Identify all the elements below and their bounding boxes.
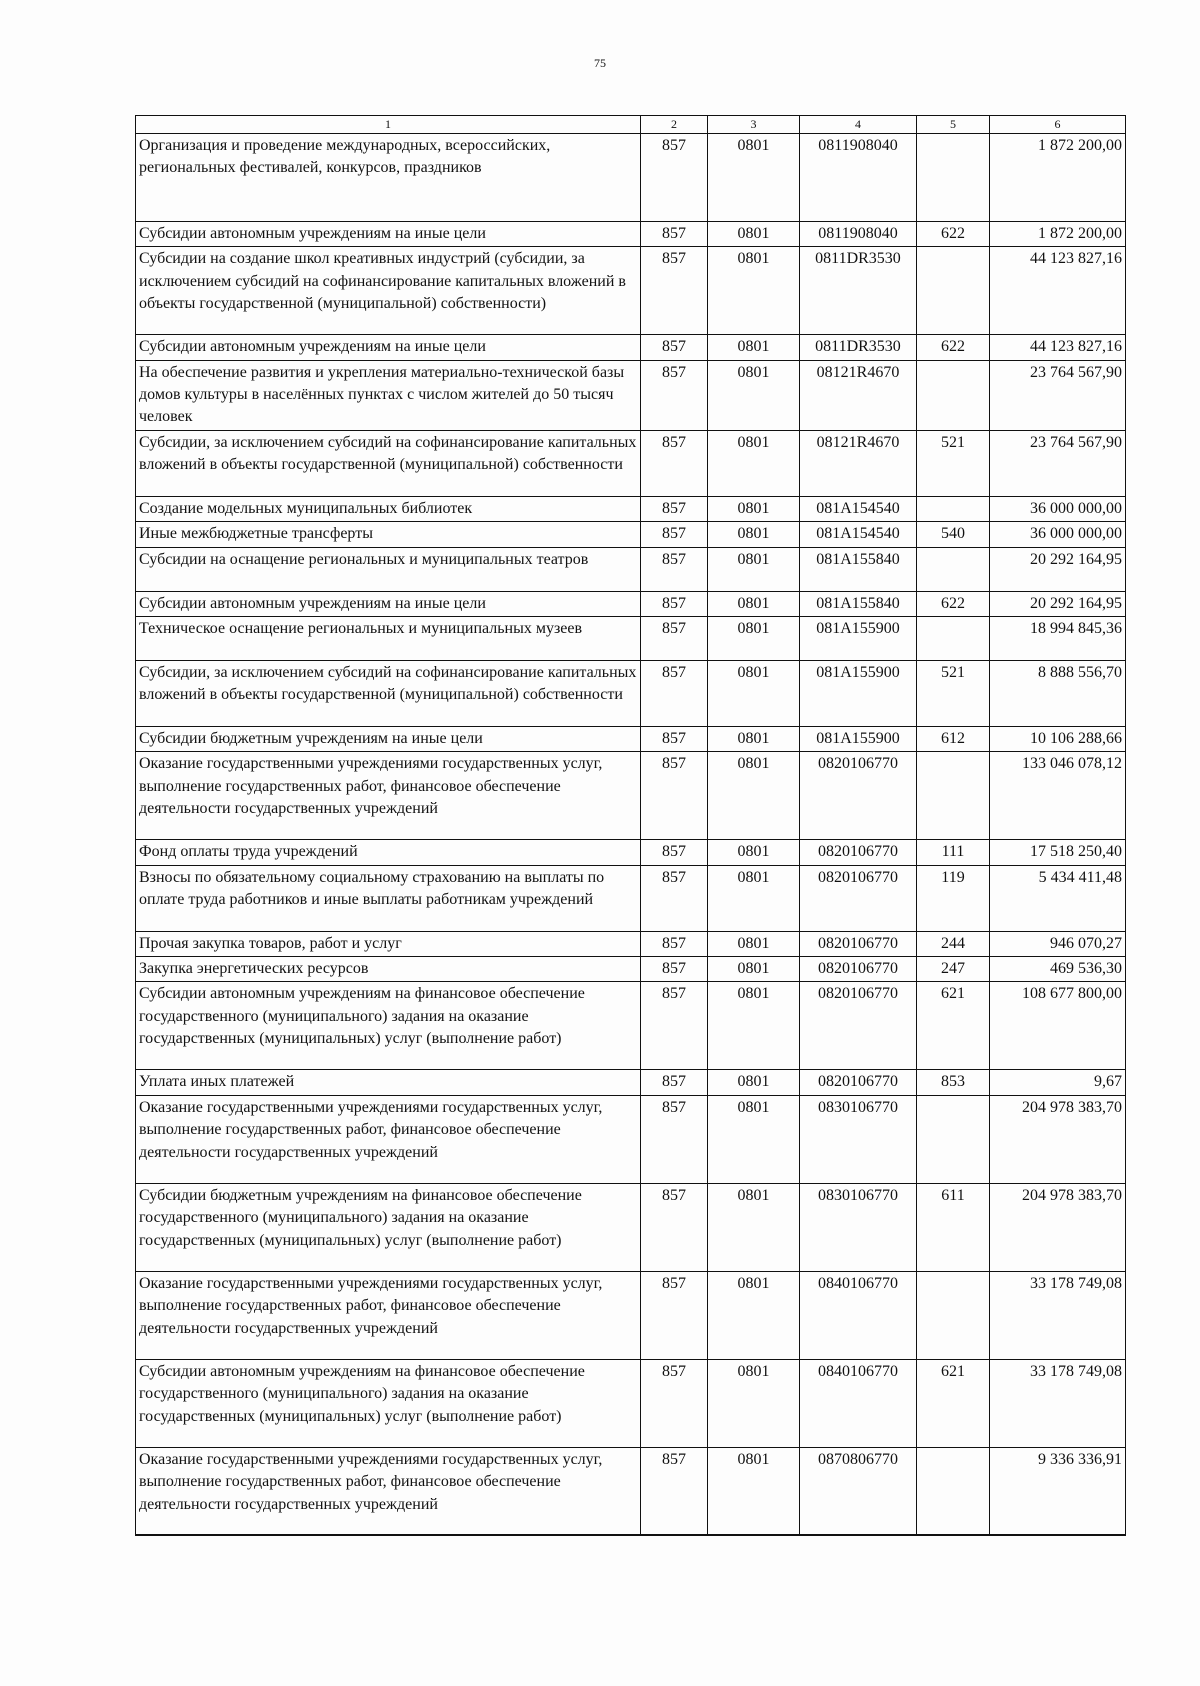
target-article-cell: 0820106770 <box>800 931 917 956</box>
expense-type-cell: 540 <box>917 522 990 547</box>
row-name-cell: Субсидии автономным учреждениям на иные цели <box>136 335 641 360</box>
target-article-cell: 081A154540 <box>800 522 917 547</box>
amount-cell: 44 123 827,16 <box>990 335 1126 360</box>
grbs-code-cell: 857 <box>641 1271 708 1359</box>
grbs-code-cell: 857 <box>641 522 708 547</box>
row-name-cell: Субсидии бюджетным учреждениям на финансовое обеспечение государственного (муниципального) задания на оказание государственных (муниципальных) услуг (выполнение работ) <box>136 1183 641 1271</box>
section-code-cell: 0801 <box>708 133 800 221</box>
target-article-cell: 081A155840 <box>800 547 917 591</box>
table-row <box>136 660 1126 726</box>
expense-type-cell <box>917 360 990 430</box>
expense-type-cell: 247 <box>917 957 990 982</box>
amount-cell: 44 123 827,16 <box>990 247 1126 335</box>
target-article-cell: 081A154540 <box>800 496 917 521</box>
row-name-cell: Субсидии автономным учреждениям на иные цели <box>136 591 641 616</box>
grbs-code-cell: 857 <box>641 221 708 246</box>
table-row <box>136 133 1126 221</box>
table-row <box>136 1359 1126 1447</box>
amount-cell: 1 872 200,00 <box>990 133 1126 221</box>
table-row <box>136 547 1126 591</box>
grbs-code-cell: 857 <box>641 752 708 840</box>
expense-type-cell: 119 <box>917 865 990 931</box>
table-row <box>136 1070 1126 1095</box>
grbs-code-cell: 857 <box>641 1447 708 1535</box>
target-article-cell: 0820106770 <box>800 752 917 840</box>
table-row <box>136 522 1126 547</box>
target-article-cell: 081A155900 <box>800 616 917 660</box>
column-number-header: 3 <box>708 116 800 134</box>
grbs-code-cell: 857 <box>641 496 708 521</box>
amount-cell: 17 518 250,40 <box>990 840 1126 865</box>
section-code-cell: 0801 <box>708 1447 800 1535</box>
target-article-cell: 0830106770 <box>800 1095 917 1183</box>
expense-type-cell: 611 <box>917 1183 990 1271</box>
section-code-cell: 0801 <box>708 660 800 726</box>
target-article-cell: 0811DR3530 <box>800 247 917 335</box>
target-article-cell: 0820106770 <box>800 1070 917 1095</box>
grbs-code-cell: 857 <box>641 1183 708 1271</box>
target-article-cell: 08121R4670 <box>800 360 917 430</box>
amount-cell: 5 434 411,48 <box>990 865 1126 931</box>
amount-cell: 9 336 336,91 <box>990 1447 1126 1535</box>
amount-cell: 469 536,30 <box>990 957 1126 982</box>
section-code-cell: 0801 <box>708 726 800 751</box>
expense-type-cell: 622 <box>917 335 990 360</box>
expense-type-cell: 621 <box>917 982 990 1070</box>
amount-cell: 9,67 <box>990 1070 1126 1095</box>
section-code-cell: 0801 <box>708 1095 800 1183</box>
column-number-header: 4 <box>800 116 917 134</box>
table-row <box>136 496 1126 521</box>
target-article-cell: 08121R4670 <box>800 430 917 496</box>
section-code-cell: 0801 <box>708 840 800 865</box>
target-article-cell: 0811908040 <box>800 133 917 221</box>
target-article-cell: 0811908040 <box>800 221 917 246</box>
row-name-cell: Техническое оснащение региональных и муниципальных музеев <box>136 616 641 660</box>
section-code-cell: 0801 <box>708 247 800 335</box>
section-code-cell: 0801 <box>708 1359 800 1447</box>
amount-cell: 36 000 000,00 <box>990 522 1126 547</box>
grbs-code-cell: 857 <box>641 1359 708 1447</box>
table-row <box>136 752 1126 840</box>
expense-type-cell <box>917 752 990 840</box>
table-row <box>136 221 1126 246</box>
target-article-cell: 0840106770 <box>800 1359 917 1447</box>
grbs-code-cell: 857 <box>641 957 708 982</box>
grbs-code-cell: 857 <box>641 430 708 496</box>
amount-cell: 8 888 556,70 <box>990 660 1126 726</box>
grbs-code-cell: 857 <box>641 133 708 221</box>
target-article-cell: 0811DR3530 <box>800 335 917 360</box>
column-number-header: 2 <box>641 116 708 134</box>
target-article-cell: 081A155840 <box>800 591 917 616</box>
expense-type-cell: 621 <box>917 1359 990 1447</box>
grbs-code-cell: 857 <box>641 840 708 865</box>
amount-cell: 946 070,27 <box>990 931 1126 956</box>
table-row <box>136 865 1126 931</box>
amount-cell: 33 178 749,08 <box>990 1359 1126 1447</box>
amount-cell: 204 978 383,70 <box>990 1183 1126 1271</box>
amount-cell: 133 046 078,12 <box>990 752 1126 840</box>
amount-cell: 204 978 383,70 <box>990 1095 1126 1183</box>
column-number-header: 6 <box>990 116 1126 134</box>
target-article-cell: 0820106770 <box>800 982 917 1070</box>
section-code-cell: 0801 <box>708 616 800 660</box>
row-name-cell: Оказание государственными учреждениями государственных услуг, выполнение государственных работ, финансовое обеспечение деятельности государственных учреждений <box>136 1447 641 1535</box>
table-row <box>136 1447 1126 1535</box>
table-row <box>136 840 1126 865</box>
table-row <box>136 616 1126 660</box>
expense-type-cell: 521 <box>917 430 990 496</box>
section-code-cell: 0801 <box>708 752 800 840</box>
grbs-code-cell: 857 <box>641 360 708 430</box>
table-row <box>136 430 1126 496</box>
amount-cell: 23 764 567,90 <box>990 360 1126 430</box>
table-row <box>136 591 1126 616</box>
grbs-code-cell: 857 <box>641 865 708 931</box>
grbs-code-cell: 857 <box>641 547 708 591</box>
section-code-cell: 0801 <box>708 957 800 982</box>
target-article-cell: 0820106770 <box>800 840 917 865</box>
target-article-cell: 0840106770 <box>800 1271 917 1359</box>
column-number-header: 1 <box>136 116 641 134</box>
expense-type-cell <box>917 1271 990 1359</box>
amount-cell: 36 000 000,00 <box>990 496 1126 521</box>
expense-type-cell <box>917 547 990 591</box>
section-code-cell: 0801 <box>708 430 800 496</box>
table-row <box>136 1183 1126 1271</box>
amount-cell: 23 764 567,90 <box>990 430 1126 496</box>
section-code-cell: 0801 <box>708 547 800 591</box>
section-code-cell: 0801 <box>708 335 800 360</box>
table-row <box>136 1271 1126 1359</box>
row-name-cell: Прочая закупка товаров, работ и услуг <box>136 931 641 956</box>
section-code-cell: 0801 <box>708 931 800 956</box>
expense-type-cell: 111 <box>917 840 990 865</box>
expense-type-cell: 244 <box>917 931 990 956</box>
amount-cell: 10 106 288,66 <box>990 726 1126 751</box>
expense-type-cell: 853 <box>917 1070 990 1095</box>
section-code-cell: 0801 <box>708 522 800 547</box>
expense-type-cell <box>917 133 990 221</box>
row-name-cell: Субсидии автономным учреждениям на иные цели <box>136 221 641 246</box>
target-article-cell: 0870806770 <box>800 1447 917 1535</box>
expense-type-cell: 622 <box>917 591 990 616</box>
expense-type-cell: 622 <box>917 221 990 246</box>
row-name-cell: Фонд оплаты труда учреждений <box>136 840 641 865</box>
section-code-cell: 0801 <box>708 1183 800 1271</box>
amount-cell: 20 292 164,95 <box>990 591 1126 616</box>
expense-type-cell <box>917 496 990 521</box>
row-name-cell: Субсидии автономным учреждениям на финансовое обеспечение государственного (муниципального) задания на оказание государственных (муниципальных) услуг (выполнение работ) <box>136 982 641 1070</box>
amount-cell: 20 292 164,95 <box>990 547 1126 591</box>
grbs-code-cell: 857 <box>641 660 708 726</box>
table-row <box>136 931 1126 956</box>
table-body <box>136 133 1126 1535</box>
target-article-cell: 081A155900 <box>800 660 917 726</box>
row-name-cell: Организация и проведение международных, всероссийских, региональных фестивалей, конкурсов, праздников <box>136 133 641 221</box>
grbs-code-cell: 857 <box>641 616 708 660</box>
table-row <box>136 1095 1126 1183</box>
grbs-code-cell: 857 <box>641 335 708 360</box>
grbs-code-cell: 857 <box>641 247 708 335</box>
row-name-cell: Субсидии на оснащение региональных и муниципальных театров <box>136 547 641 591</box>
budget-table <box>135 115 1126 1536</box>
column-number-header: 5 <box>917 116 990 134</box>
expense-type-cell: 521 <box>917 660 990 726</box>
page-number: 75 <box>594 56 606 70</box>
amount-cell: 33 178 749,08 <box>990 1271 1126 1359</box>
section-code-cell: 0801 <box>708 591 800 616</box>
section-code-cell: 0801 <box>708 1070 800 1095</box>
row-name-cell: Субсидии автономным учреждениям на финансовое обеспечение государственного (муниципального) задания на оказание государственных (муниципальных) услуг (выполнение работ) <box>136 1359 641 1447</box>
expense-type-cell <box>917 1447 990 1535</box>
grbs-code-cell: 857 <box>641 931 708 956</box>
section-code-cell: 0801 <box>708 360 800 430</box>
section-code-cell: 0801 <box>708 1271 800 1359</box>
row-name-cell: Субсидии, за исключением субсидий на софинансирование капитальных вложений в объекты государственной (муниципальной) собственности <box>136 430 641 496</box>
expense-type-cell <box>917 1095 990 1183</box>
table-row <box>136 247 1126 335</box>
grbs-code-cell: 857 <box>641 1095 708 1183</box>
amount-cell: 1 872 200,00 <box>990 221 1126 246</box>
table-row <box>136 726 1126 751</box>
expense-type-cell <box>917 616 990 660</box>
section-code-cell: 0801 <box>708 982 800 1070</box>
amount-cell: 18 994 845,36 <box>990 616 1126 660</box>
row-name-cell: Оказание государственными учреждениями государственных услуг, выполнение государственных работ, финансовое обеспечение деятельности государственных учреждений <box>136 752 641 840</box>
grbs-code-cell: 857 <box>641 591 708 616</box>
row-name-cell: Субсидии, за исключением субсидий на софинансирование капитальных вложений в объекты государственной (муниципальной) собственности <box>136 660 641 726</box>
row-name-cell: Субсидии на создание школ креативных индустрий (субсидии, за исключением субсидий на софинансирование капитальных вложений в объекты государственной (муниципальной) собственности) <box>136 247 641 335</box>
grbs-code-cell: 857 <box>641 1070 708 1095</box>
row-name-cell: Оказание государственными учреждениями государственных услуг, выполнение государственных работ, финансовое обеспечение деятельности государственных учреждений <box>136 1095 641 1183</box>
row-name-cell: Взносы по обязательному социальному страхованию на выплаты по оплате труда работников и иные выплаты работникам учреждений <box>136 865 641 931</box>
grbs-code-cell: 857 <box>641 726 708 751</box>
section-code-cell: 0801 <box>708 221 800 246</box>
row-name-cell: Создание модельных муниципальных библиотек <box>136 496 641 521</box>
row-name-cell: Оказание государственными учреждениями государственных услуг, выполнение государственных работ, финансовое обеспечение деятельности государственных учреждений <box>136 1271 641 1359</box>
row-name-cell: Субсидии бюджетным учреждениям на иные цели <box>136 726 641 751</box>
expense-type-cell <box>917 247 990 335</box>
table-row <box>136 360 1126 430</box>
table-row <box>136 957 1126 982</box>
section-code-cell: 0801 <box>708 496 800 521</box>
row-name-cell: На обеспечение развития и укрепления материально-технической базы домов культуры в населённых пунктах с числом жителей до 50 тысяч человек <box>136 360 641 430</box>
target-article-cell: 0820106770 <box>800 957 917 982</box>
grbs-code-cell: 857 <box>641 982 708 1070</box>
expense-type-cell: 612 <box>917 726 990 751</box>
amount-cell: 108 677 800,00 <box>990 982 1126 1070</box>
section-code-cell: 0801 <box>708 865 800 931</box>
target-article-cell: 081A155900 <box>800 726 917 751</box>
row-name-cell: Закупка энергетических ресурсов <box>136 957 641 982</box>
target-article-cell: 0820106770 <box>800 865 917 931</box>
table-row <box>136 982 1126 1070</box>
column-number-row <box>136 116 1126 134</box>
row-name-cell: Уплата иных платежей <box>136 1070 641 1095</box>
target-article-cell: 0830106770 <box>800 1183 917 1271</box>
table-row <box>136 335 1126 360</box>
row-name-cell: Иные межбюджетные трансферты <box>136 522 641 547</box>
